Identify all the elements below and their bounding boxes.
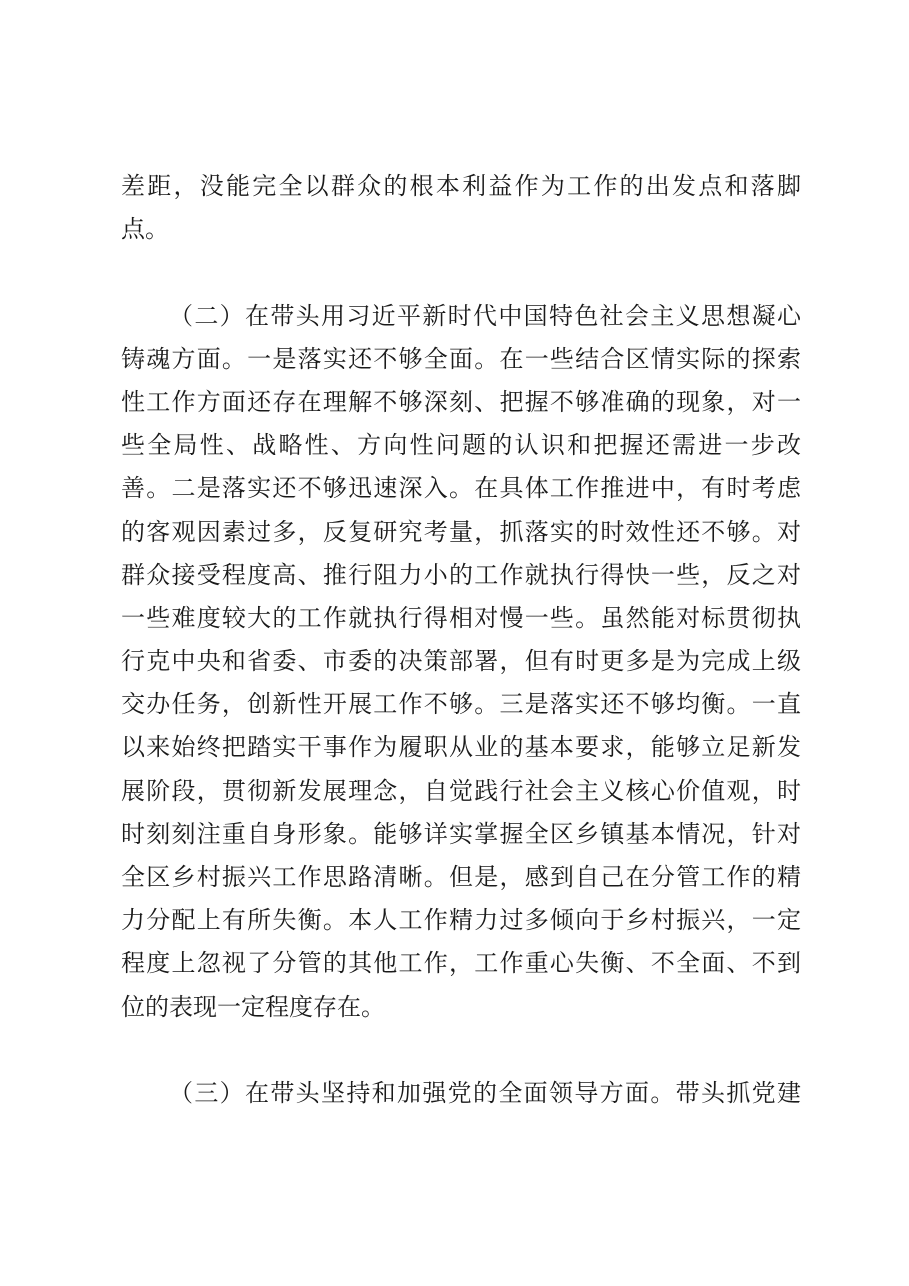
text-line: 群众接受程度高、推行阻力小的工作就执行得快一些，反之对 [121,560,801,589]
text-line: 性工作方面还存在理解不够深刻、把握不够准确的现象，对一 [121,387,801,416]
text-line: 的客观因素过多，反复研究考量，抓落实的时效性还不够。对 [121,517,801,546]
text-line: 程度上忽视了分管的其他工作，工作重心失衡、不全面、不到 [121,949,801,978]
text-line: 以来始终把踏实干事作为履职从业的基本要求，能够立足新发 [121,733,801,762]
text-line: 善。二是落实还不够迅速深入。在具体工作推进中，有时考虑 [121,474,801,503]
text-line: 些全局性、战略性、方向性问题的认识和把握还需进一步改 [121,431,801,460]
text-line: 展阶段，贯彻新发展理念，自觉践行社会主义核心价值观，时 [121,776,801,805]
text-line: 力分配上有所失衡。本人工作精力过多倾向于乡村振兴，一定 [121,906,801,935]
paragraph-heading-3: （三）在带头坚持和加强党的全面领导方面。带头抓党建 [169,1078,801,1107]
text-line: 行克中央和省委、市委的决策部署，但有时更多是为完成上级 [121,647,801,676]
text-line: 铸魂方面。一是落实还不够全面。在一些结合区情实际的探索 [121,344,801,373]
text-line: 时刻刻注重自身形象。能够详实掌握全区乡镇基本情况，针对 [121,819,801,848]
text-line: 点。 [121,215,169,244]
text-line: 交办任务，创新性开展工作不够。三是落实还不够均衡。一直 [121,690,801,719]
paragraph-heading-2: （二）在带头用习近平新时代中国特色社会主义思想凝心 [169,301,801,330]
text-line: 全区乡村振兴工作思路清晰。但是，感到自己在分管工作的精 [121,863,801,891]
text-line: 位的表现一定程度存在。 [121,992,385,1021]
document-body [121,165,801,1115]
text-line: 一些难度较大的工作就执行得相对慢一些。虽然能对标贯彻执 [121,603,801,632]
text-line: 差距，没能完全以群众的根本利益作为工作的出发点和落脚 [121,172,801,200]
